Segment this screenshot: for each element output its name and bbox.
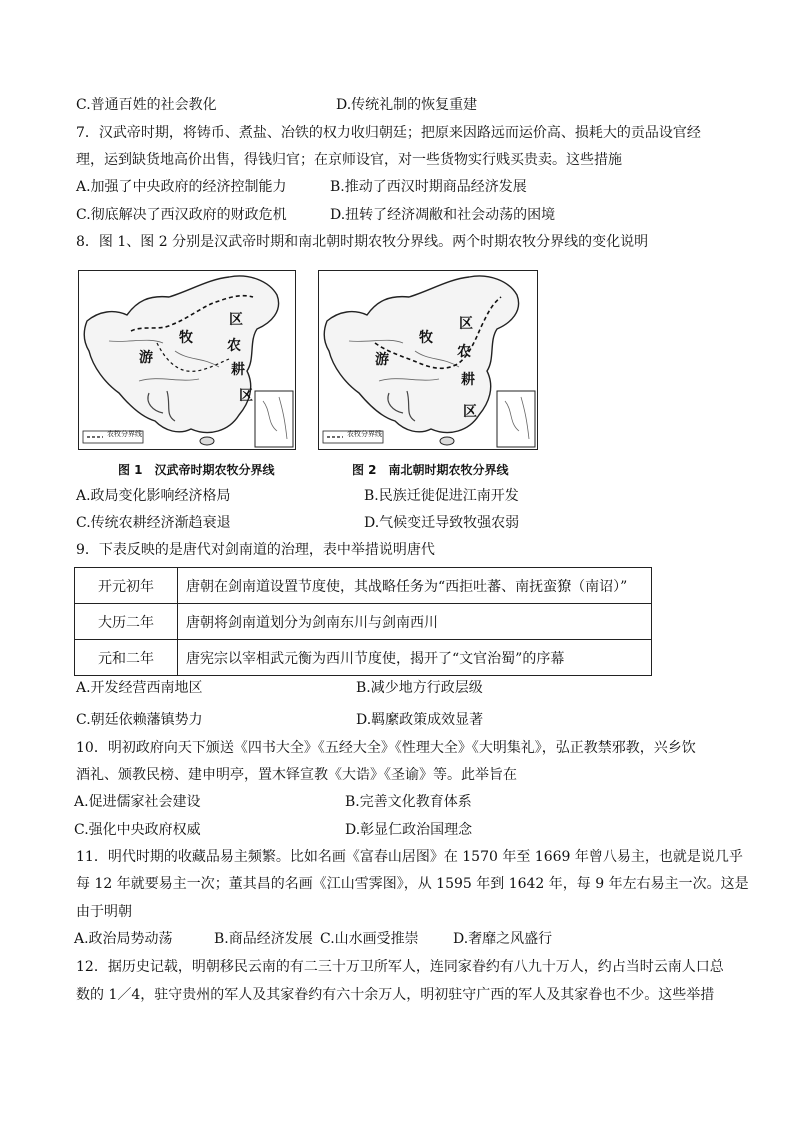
q12-stem-line2: 数的 1／4，驻守贵州的军人及其家眷约有六十余万人，明初驻守广西的军人及其家眷也不少。这些举措 — [76, 987, 715, 1003]
q9-option-c: C.朝廷依赖藩镇势力 — [76, 712, 203, 728]
table-cell-text: 唐朝将剑南道划分为剑南东川与剑南西川 — [178, 604, 652, 640]
q12-stem-line1: 12．据历史记载，明朝移民云南的有二三十万卫所军人，连同家眷约有八九十万人，约占当时云南人口总 — [76, 959, 724, 975]
q7-stem-line1: 7．汉武帝时期，将铸币、煮盐、冶铁的权力收归朝廷；把原来因路远而运价高、损耗大的贡品设官经 — [76, 125, 701, 141]
q7-stem-line2: 理，运到缺货地高价出售，得钱归官；在京师设官，对一些货物实行贱买贵卖。这些措施 — [76, 152, 622, 168]
china-map-nanbei — [319, 271, 537, 449]
map2-label-mu: 牧 — [419, 330, 433, 346]
q8-option-a: A.政局变化影响经济格局 — [76, 488, 231, 504]
q9-stem-line1: 9．下表反映的是唐代对剑南道的治理，表中举措说明唐代 — [76, 542, 435, 558]
q10-option-d: D.彰显仁政治国理念 — [345, 822, 473, 838]
map2-label-nong: 农 — [457, 344, 471, 360]
option-d: D.传统礼制的恢复重建 — [336, 97, 478, 113]
q8-option-d: D.气候变迁导致牧强农弱 — [364, 515, 520, 531]
figure-1-caption: 图 1 汉武帝时期农牧分界线 — [118, 463, 275, 477]
map1-label-geng: 耕 — [231, 362, 245, 378]
map1-label-qu-top: 区 — [229, 312, 243, 328]
q11-option-c: C.山水画受推崇 — [320, 931, 419, 947]
q9-option-d: D.羁縻政策成效显著 — [356, 712, 484, 728]
map2-label-qu-top: 区 — [459, 316, 473, 332]
table-row — [75, 640, 652, 676]
q9-option-b: B.减少地方行政层级 — [356, 680, 483, 696]
map-figure-1 — [78, 270, 296, 450]
table-cell-year: 开元初年 — [75, 568, 178, 604]
q11-stem-line2: 每 12 年就要易主一次；董其昌的名画《江山雪霁图》，从 1595 年到 1642 年，每 9 年左右易主一次。这是 — [76, 876, 749, 892]
map2-label-qu-bottom: 区 — [463, 404, 477, 420]
q10-option-c: C.强化中央政府权威 — [74, 822, 201, 838]
q11-option-a: A.政治局势动荡 — [74, 931, 173, 947]
q7-option-a: A.加强了中央政府的经济控制能力 — [76, 179, 287, 195]
option-c: C.普通百姓的社会教化 — [76, 97, 217, 113]
q7-option-d: D.扭转了经济凋敝和社会动荡的困境 — [330, 207, 556, 223]
q7-option-b: B.推动了西汉时期商品经济发展 — [330, 179, 527, 195]
q10-stem-line1: 10．明初政府向天下颁送《四书大全》《五经大全》《性理大全》《大明集礼》，弘正教禁邪教，兴乡饮 — [76, 740, 696, 756]
q11-option-d: D.奢靡之风盛行 — [453, 931, 553, 947]
map-figure-2 — [318, 270, 538, 450]
q11-stem-line1: 11．明代时期的收藏品易主频繁。比如名画《富春山居图》在 1570 年至 1669 年曾八易主，也就是说几乎 — [76, 849, 743, 865]
map1-label-nong: 农 — [227, 338, 241, 354]
q8-option-b: B.民族迁徙促进江南开发 — [364, 488, 519, 504]
table-row — [75, 568, 652, 604]
china-map-han — [79, 271, 295, 449]
q7-option-c: C.彻底解决了西汉政府的财政危机 — [76, 207, 287, 223]
map2-label-you: 游 — [375, 352, 389, 368]
q8-option-c: C.传统农耕经济渐趋衰退 — [76, 515, 231, 531]
map1-label-qu-bottom: 区 — [239, 388, 253, 404]
map1-label-you: 游 — [139, 350, 153, 366]
q8-stem-line1: 8．图 1、图 2 分别是汉武帝时期和南北朝时期农牧分界线。两个时期农牧分界线的变化说明 — [76, 234, 649, 250]
table-cell-year: 大历二年 — [75, 604, 178, 640]
q9-table — [74, 567, 652, 676]
map1-legend: 农牧分界线 — [107, 430, 142, 438]
map1-label-mu: 牧 — [179, 330, 193, 346]
q11-stem-line3: 由于明朝 — [76, 904, 132, 920]
q10-stem-line2: 酒礼、颁教民榜、建申明亭，置木铎宣教《大诰》《圣谕》等。此举旨在 — [76, 767, 517, 783]
q9-option-a: A.开发经营西南地区 — [76, 680, 203, 696]
table-cell-text: 唐宪宗以宰相武元衡为西川节度使，揭开了“文官治蜀”的序幕 — [178, 640, 652, 676]
table-cell-text: 唐朝在剑南道设置节度使，其战略任务为“西拒吐蕃、南抚蛮獠（南诏）” — [178, 568, 652, 604]
q10-option-b: B.完善文化教育体系 — [345, 794, 472, 810]
q10-option-a: A.促进儒家社会建设 — [74, 794, 201, 810]
table-row — [75, 604, 652, 640]
map2-legend: 农牧分界线 — [347, 430, 382, 438]
q11-option-b: B.商品经济发展 — [214, 931, 313, 947]
map2-label-geng: 耕 — [461, 372, 475, 388]
table-cell-year: 元和二年 — [75, 640, 178, 676]
figure-2-caption: 图 2 南北朝时期农牧分界线 — [352, 463, 509, 477]
